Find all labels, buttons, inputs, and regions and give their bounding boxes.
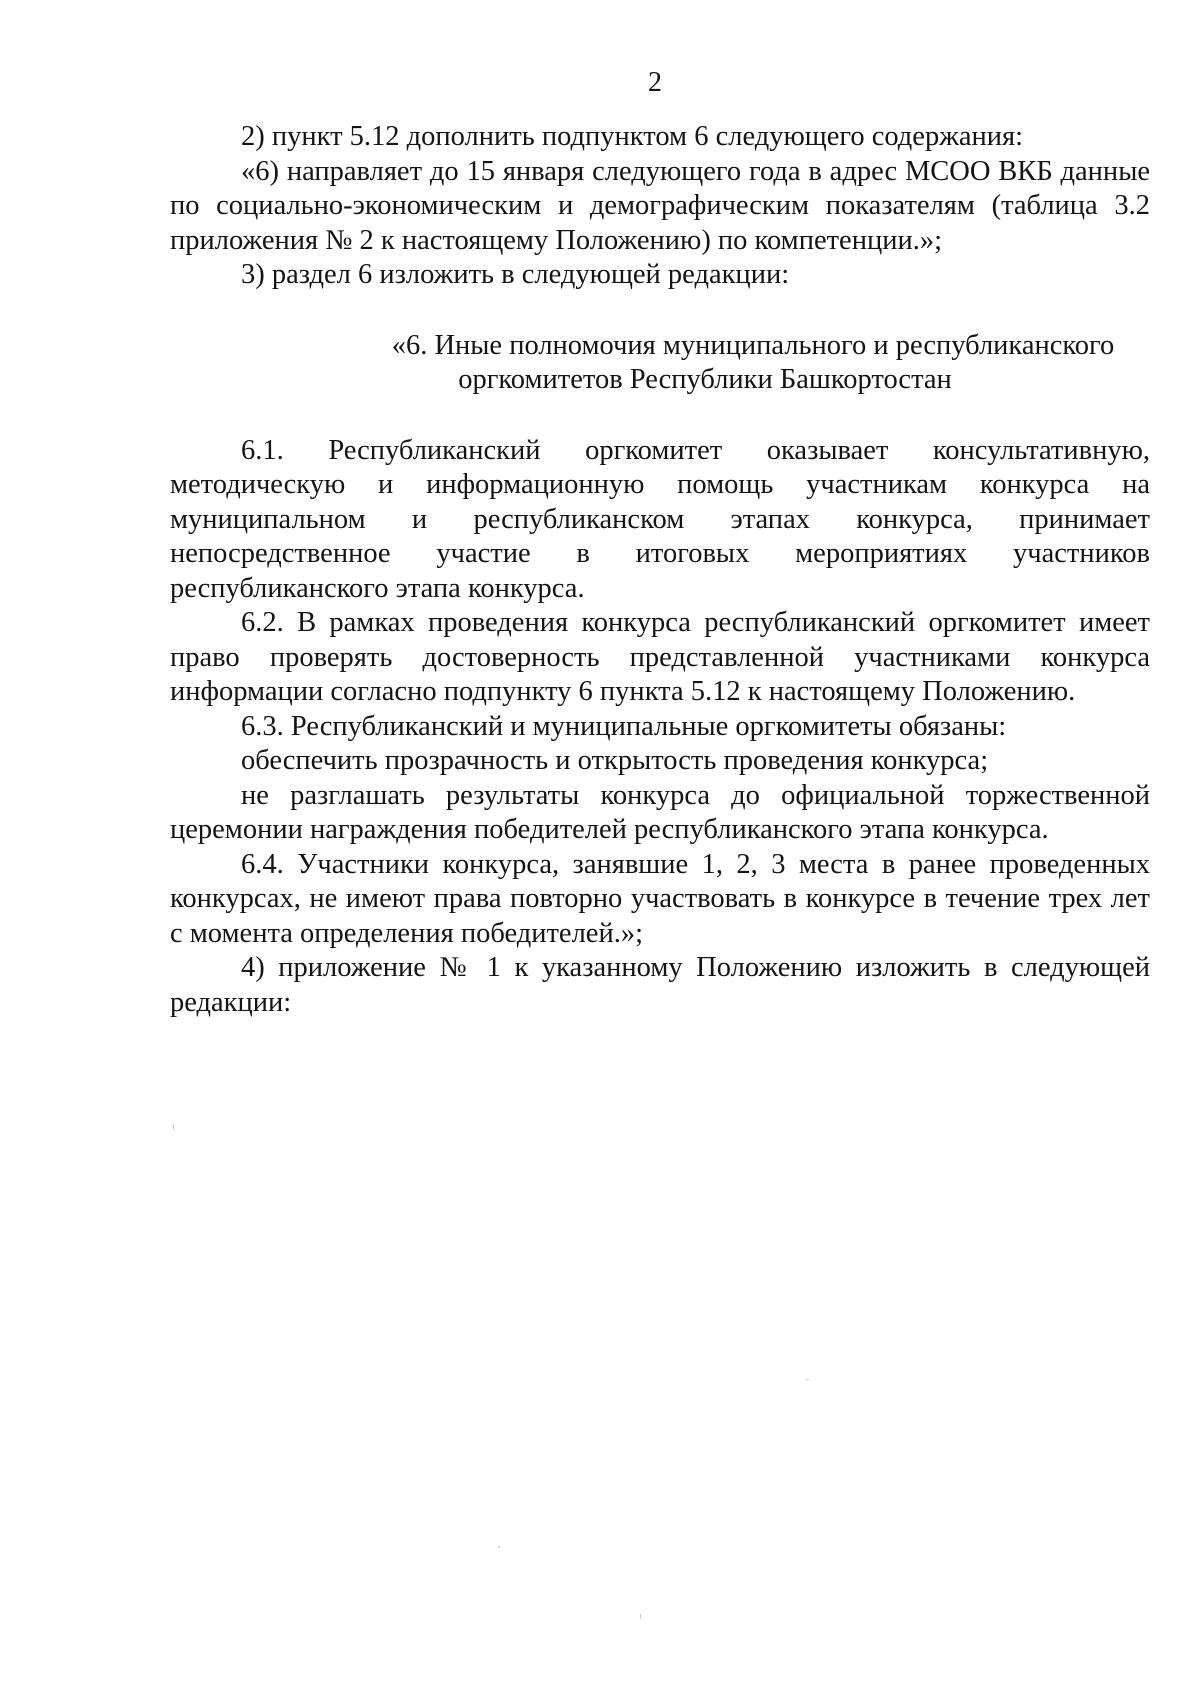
paragraph-section-6-intro: 3) раздел 6 изложить в следующей редакции: (241, 259, 790, 290)
paragraph-amend-5-12: 2) пункт 5.12 дополнить подпунктом 6 следующего содержания: (241, 121, 1024, 152)
paragraph-6-4: 6.4. Участники конкурса, занявшие 1, 2, 3 места в ранее проведенных конкурсах, не имеют права повторно участвовать в конкурсе в течение трех лет с момента определения победителей.»; (170, 848, 1150, 949)
document-body (170, 120, 1150, 1020)
scan-speck (173, 1124, 174, 1130)
paragraph-6-3-item-1: обеспечить прозрачность и открытость проведения конкурса; (241, 745, 989, 776)
scan-speck (640, 1614, 641, 1619)
paragraph-6-2: 6.2. В рамках проведения конкурса республиканский оргкомитет имеет право проверять достоверность представленной участниками конкурса информации согласно подпункту 6 пункта 5.12 к настоящему Положению. (170, 607, 1150, 707)
paragraph-6-3-item-2: не разглашать результаты конкурса до официальной торжественной церемонии награждения победителей республиканского этапа конкурса. (170, 779, 1150, 845)
scan-speck (498, 1546, 500, 1548)
paragraph-subitem-6: «6) направляет до 15 января следующего года в адрес МСОО ВКБ данные по социально-экономическим и демографическим показателям (таблица 3.2 приложения № 2 к настоящему Положению) по компетенции.»; (170, 155, 1150, 256)
section-heading-line-2: оргкомитетов Республики Башкортостан (458, 364, 952, 395)
section-heading (170, 293, 1150, 434)
paragraph-appendix-1: 4) приложение № 1 к указанному Положению изложить в следующей редакции: (170, 952, 1150, 1018)
paragraph-6-3: 6.3. Республиканский и муниципальные оргкомитеты обязаны: (241, 710, 1007, 742)
section-heading-line-1: «6. Иные полномочия муниципального и республиканского (391, 329, 1115, 361)
page-number: 2 (648, 67, 662, 98)
paragraph-6-1: 6.1. Республиканский оргкомитет оказывает консультативную, методическую и информационную помощь участникам конкурса на муниципальном и республиканском этапах конкурса, принимает непосредственное участие в итоговых мероприятиях участников республиканского этапа конкурса. (170, 434, 1150, 604)
scan-speck (806, 1379, 809, 1380)
